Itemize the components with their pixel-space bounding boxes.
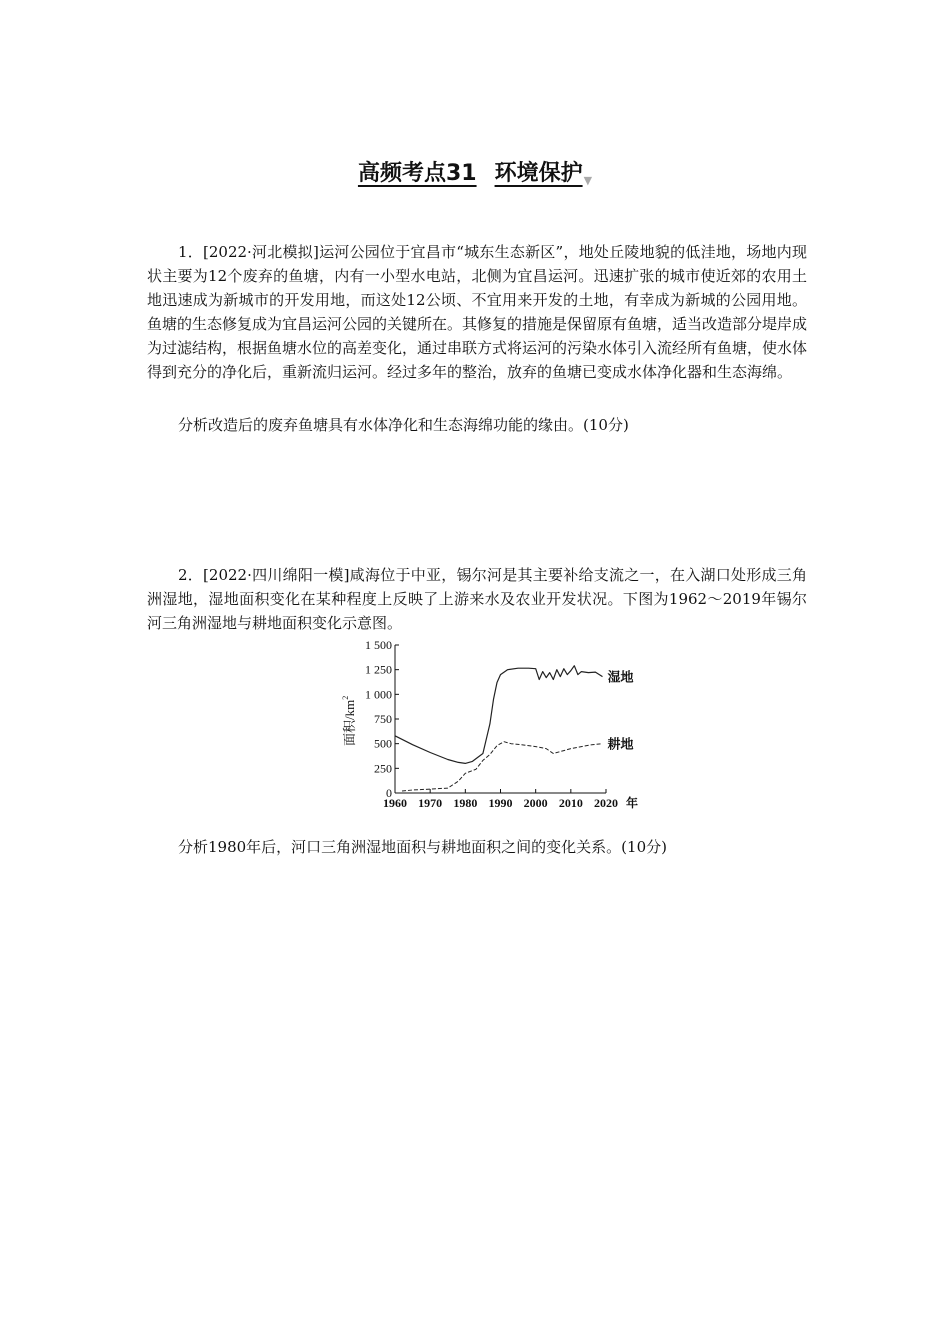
x-tick-label: 2010 bbox=[558, 796, 583, 810]
y-tick-label: 250 bbox=[374, 761, 392, 776]
y-tick-label: 1 250 bbox=[365, 662, 392, 677]
y-axis-label bbox=[341, 696, 357, 746]
x-tick-label: 1990 bbox=[488, 796, 513, 810]
x-tick-label: 1970 bbox=[418, 796, 443, 810]
series-line-wetland bbox=[395, 666, 603, 764]
page-title bbox=[0, 156, 950, 187]
collapse-triangle-icon[interactable]: ▼ bbox=[583, 174, 593, 187]
question-2 bbox=[147, 563, 807, 635]
question-2-task bbox=[147, 835, 807, 859]
y-tick-label: 500 bbox=[374, 736, 392, 751]
question-1 bbox=[147, 240, 807, 384]
question-2-source: [2022·四川绵阳一模] bbox=[203, 566, 350, 584]
x-tick-label: 2000 bbox=[523, 796, 548, 810]
title-topic: 环境保护 bbox=[494, 161, 583, 186]
chart-axes bbox=[365, 638, 638, 810]
chart-series bbox=[395, 666, 633, 791]
question-1-number: 1． bbox=[178, 243, 204, 261]
question-1-task-text: 分析改造后的废弃鱼塘具有水体净化和生态海绵功能的缘由。(10分) bbox=[178, 416, 629, 434]
series-label-farmland: 耕地 bbox=[607, 736, 634, 752]
question-1-source: [2022·河北模拟] bbox=[203, 243, 319, 261]
question-2-task-text: 分析1980年后，河口三角洲湿地面积与耕地面积之间的变化关系。(10分) bbox=[178, 838, 667, 856]
question-2-number: 2． bbox=[178, 566, 204, 584]
series-label-wetland: 湿地 bbox=[607, 669, 634, 685]
x-axis-unit: 年 bbox=[626, 796, 639, 810]
title-main: 高频考点31 bbox=[357, 161, 477, 186]
question-1-body: 运河公园位于宜昌市“城东生态新区”，地处丘陵地貌的低洼地，场地内现状主要为12个废弃的鱼塘，内有一小型水电站，北侧为宜昌运河。迅速扩张的城市使近郊的农用土地迅速成为新城市的开发用地，而这处12公顷、不宜用来开发的土地，有幸成为新城的公园用地。鱼塘的生态修复成为宜昌运河公园的关键所在。其修复的措施是保留原有鱼塘，适当改造部分堤岸成为过滤结构，根据鱼塘水位的高差变化，通过串联方式将运河的污染水体引入流经所有鱼塘，使水体得到充分的净化后，重新流归运河。经过多年的整治，放弃的鱼塘已变成水体净化器和生态海绵。 bbox=[147, 243, 808, 381]
x-tick-label: 1980 bbox=[453, 796, 478, 810]
x-tick-label: 2020 bbox=[594, 796, 618, 810]
question-2-body: 咸海位于中亚，锡尔河是其主要补给支流之一，在入湖口处形成三角洲湿地，湿地面积变化在某种程度上反映了上游来水及农业开发状况。下图为1962～2019年锡尔河三角洲湿地与耕地面积变化示意图。 bbox=[147, 566, 807, 632]
x-tick-label: 1960 bbox=[383, 796, 407, 810]
y-axis-label-text: 面积/km bbox=[342, 699, 357, 746]
question-1-task bbox=[147, 413, 807, 437]
y-tick-label: 750 bbox=[374, 712, 392, 726]
title-underlined bbox=[358, 161, 583, 186]
area-change-chart bbox=[330, 636, 650, 816]
series-line-farmland bbox=[402, 742, 603, 791]
y-tick-label: 1 000 bbox=[365, 687, 392, 702]
y-tick-label: 1 500 bbox=[365, 638, 392, 652]
y-tick-label: 0 bbox=[386, 786, 392, 800]
y-axis-label-sup: 2 bbox=[341, 695, 350, 700]
